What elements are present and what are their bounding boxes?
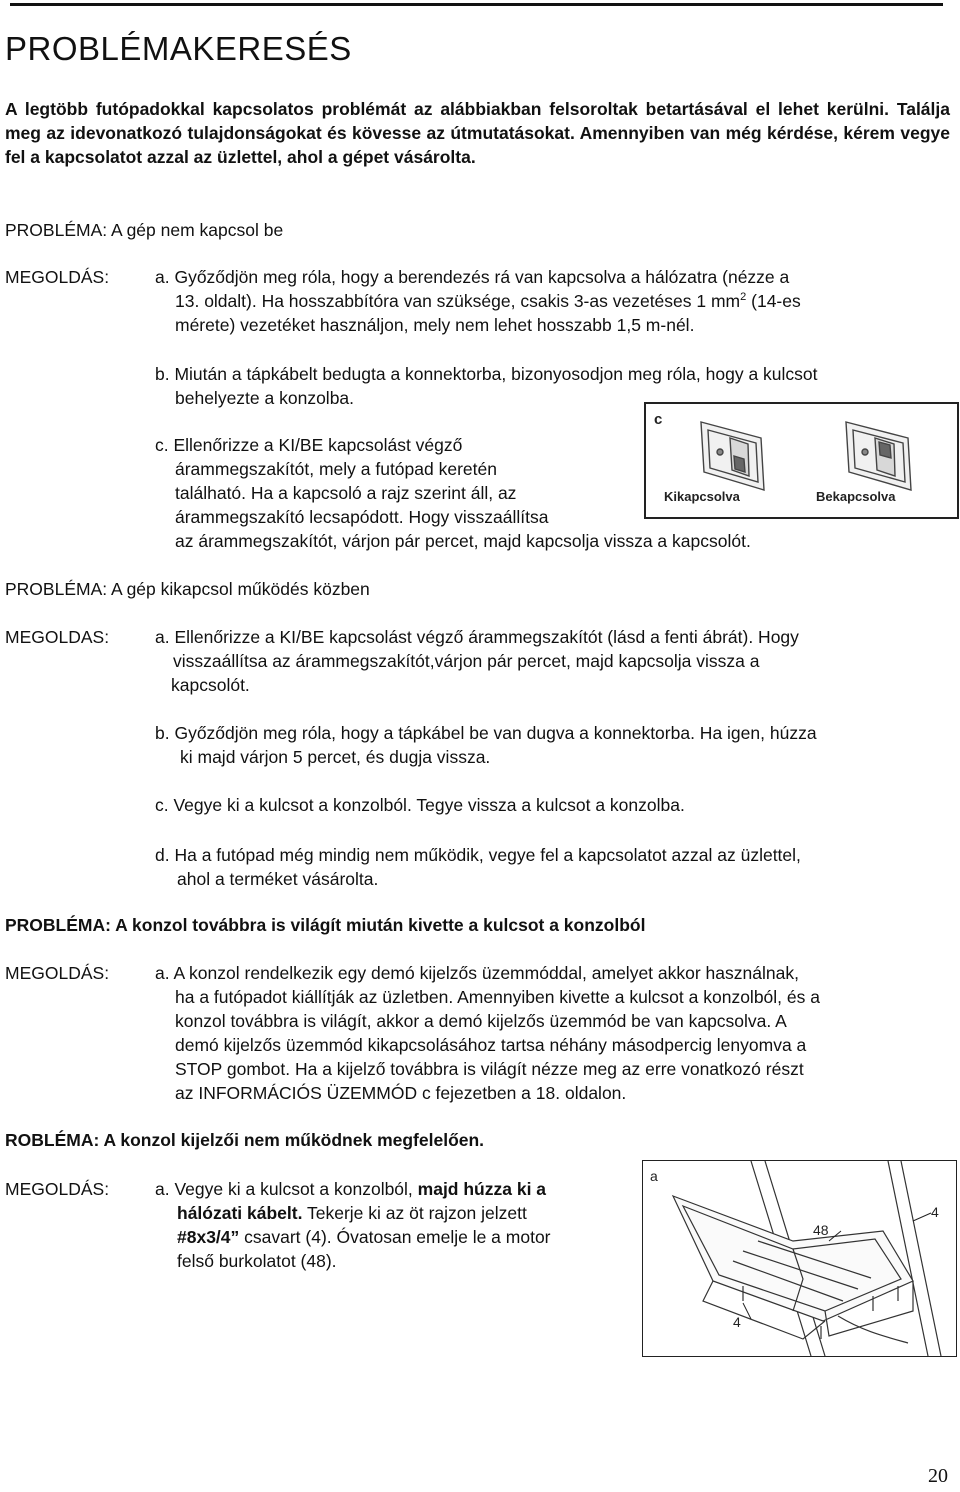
- p1-a-line2: 13. oldalt). Ha hosszabbítóra van szüksége, csakis 3-as vezetéses 1 $mm^2$ (14-es: [175, 291, 801, 311]
- p3-a-line2: ha a futópadot kiállítják az üzletben. Amennyiben kivette a kulcsot a konzolból, és a: [175, 987, 820, 1007]
- p4-a-line1: a. Vegye ki a kulcsot a konzolból, majd húzza ki a: [155, 1179, 547, 1199]
- p4-a-line2: hálózati kábelt. Tekerje ki az öt rajzon jelzett: [177, 1203, 527, 1223]
- top-rule: [10, 3, 943, 6]
- p3-a-line4: demó kijelzős üzemmód kikapcsolásához tartsa néhány másodpercig lenyomva a: [175, 1035, 807, 1055]
- p4-a-line3: #8x3/4” csavart (4). Óvatosan emelje le a motor: [177, 1227, 551, 1247]
- p2-a-line3: kapcsolót.: [171, 675, 250, 695]
- p1-c-line5: az árammegszakítót, várjon pár percet, majd kapcsolja vissza a kapcsolót.: [175, 531, 751, 551]
- fig-label-4-bottom: 4: [733, 1314, 741, 1330]
- fig-c-letter: c: [654, 411, 663, 428]
- p1-c-line4: árammegszakító lecsapódott. Hogy visszaállítsa: [175, 507, 549, 527]
- p3-a-line1: a. A konzol rendelkezik egy demó kijelzős üzemmóddal, amelyet akkor használnak,: [155, 963, 799, 983]
- p2-d-line1: d. Ha a futópad még mindig nem működik, vegye fel a kapcsolatot azzal az üzlettel,: [155, 845, 801, 865]
- p1-b-line2: behelyezte a konzolba.: [175, 388, 355, 408]
- p1-c-line1: c. Ellenőrizze a KI/BE kapcsolást végző: [155, 435, 463, 455]
- fig-label-off: Kikapcsolva: [664, 489, 740, 504]
- intro-paragraph: A legtöbb futópadokkal kapcsolatos problémát az alábbiakban felsoroltak betartásával el lehet kerülni. Találja meg az idevonatkozó tulajdonságokat és kövesse az útmutatásokat. Amennyiben van még kérdése, kérem vegye fel a kapcsolatot azzal az üzlettel, ahol a gépet vásárolta.: [5, 99, 950, 167]
- fig-a-letter: a: [650, 1168, 658, 1184]
- fig-label-on: Bekapcsolva: [816, 489, 896, 504]
- fig-label-4-top: 4: [931, 1204, 939, 1220]
- p3-a-line6: az INFORMÁCIÓS ÜZEMMÓD c fejezetben a 18. oldalon.: [175, 1083, 627, 1103]
- p1-b-line1: b. Miután a tápkábelt bedugta a konnektorba, bizonyosodjon meg róla, hogy a kulcsot: [155, 364, 818, 384]
- page-number: 20: [928, 1465, 948, 1487]
- p3-a-line3: konzol továbbra is világít, akkor a demó kijelzős üzemmód be van kapcsolva. A: [175, 1011, 787, 1031]
- fig-label-48: 48: [813, 1222, 829, 1238]
- p1-a-line3: mérete) vezetéket használjon, mely nem lehet hosszabb 1,5 m-nél.: [175, 315, 695, 335]
- p2-d-line2: ahol a terméket vásárolta.: [177, 869, 379, 889]
- p1-c-line3: található. Ha a kapcsoló a rajz szerint áll, az: [175, 483, 517, 503]
- page-title: PROBLÉMAKERESÉS: [5, 30, 352, 67]
- p2-b-line2: ki majd várjon 5 percet, és dugja vissza.: [180, 747, 491, 767]
- problem-2-solution-label: MEGOLDAS:: [5, 627, 110, 647]
- p1-c-line2: árammegszakítót, mely a futópad keretén: [175, 459, 497, 479]
- problem-2-title: PROBLÉMA: A gép kikapcsol működés közben: [5, 579, 370, 599]
- switch-on-drawing: [846, 422, 911, 490]
- p4-a-line4: felső burkolatot (48).: [177, 1251, 337, 1271]
- p2-a-line2: visszaállítsa az árammegszakítót,várjon pár percet, majd kapcsolja vissza a: [173, 651, 760, 671]
- problem-4-solution-label: MEGOLDÁS:: [5, 1179, 110, 1199]
- problem-3-solution-label: MEGOLDÁS:: [5, 963, 110, 983]
- problem-1-title: PROBLÉMA: A gép nem kapcsol be: [5, 220, 284, 240]
- p2-b-line1: b. Győződjön meg róla, hogy a tápkábel be van dugva a konnektorba. Ha igen, húzza: [155, 723, 817, 743]
- breaker-switch-drawing: [646, 404, 957, 517]
- motor-hood-figure: [642, 1160, 957, 1357]
- problem-1-solution-label: MEGOLDÁS:: [5, 267, 110, 287]
- p2-a-line1: a. Ellenőrizze a KI/BE kapcsolást végző árammegszakítót (lásd a fenti ábrát). Hogy: [155, 627, 799, 647]
- p3-a-line5: STOP gombot. Ha a kijelző továbbra is világít nézze meg az erre vonatkozó részt: [175, 1059, 804, 1079]
- problem-4-title: ROBLÉMA: A konzol kijelzői nem működnek megfelelően.: [5, 1130, 485, 1150]
- breaker-switch-figure: [644, 402, 959, 519]
- switch-off-drawing: [701, 422, 764, 490]
- p1-a-line1: a. Győződjön meg róla, hogy a berendezés rá van kapcsolva a hálózatra (nézze a: [155, 267, 790, 287]
- problem-3-title: PROBLÉMA: A konzol továbbra is világít miután kivette a kulcsot a konzolból: [5, 915, 646, 935]
- p2-c-line1: c. Vegye ki a kulcsot a konzolból. Tegye vissza a kulcsot a konzolba.: [155, 795, 685, 815]
- motor-hood-drawing: [643, 1161, 956, 1356]
